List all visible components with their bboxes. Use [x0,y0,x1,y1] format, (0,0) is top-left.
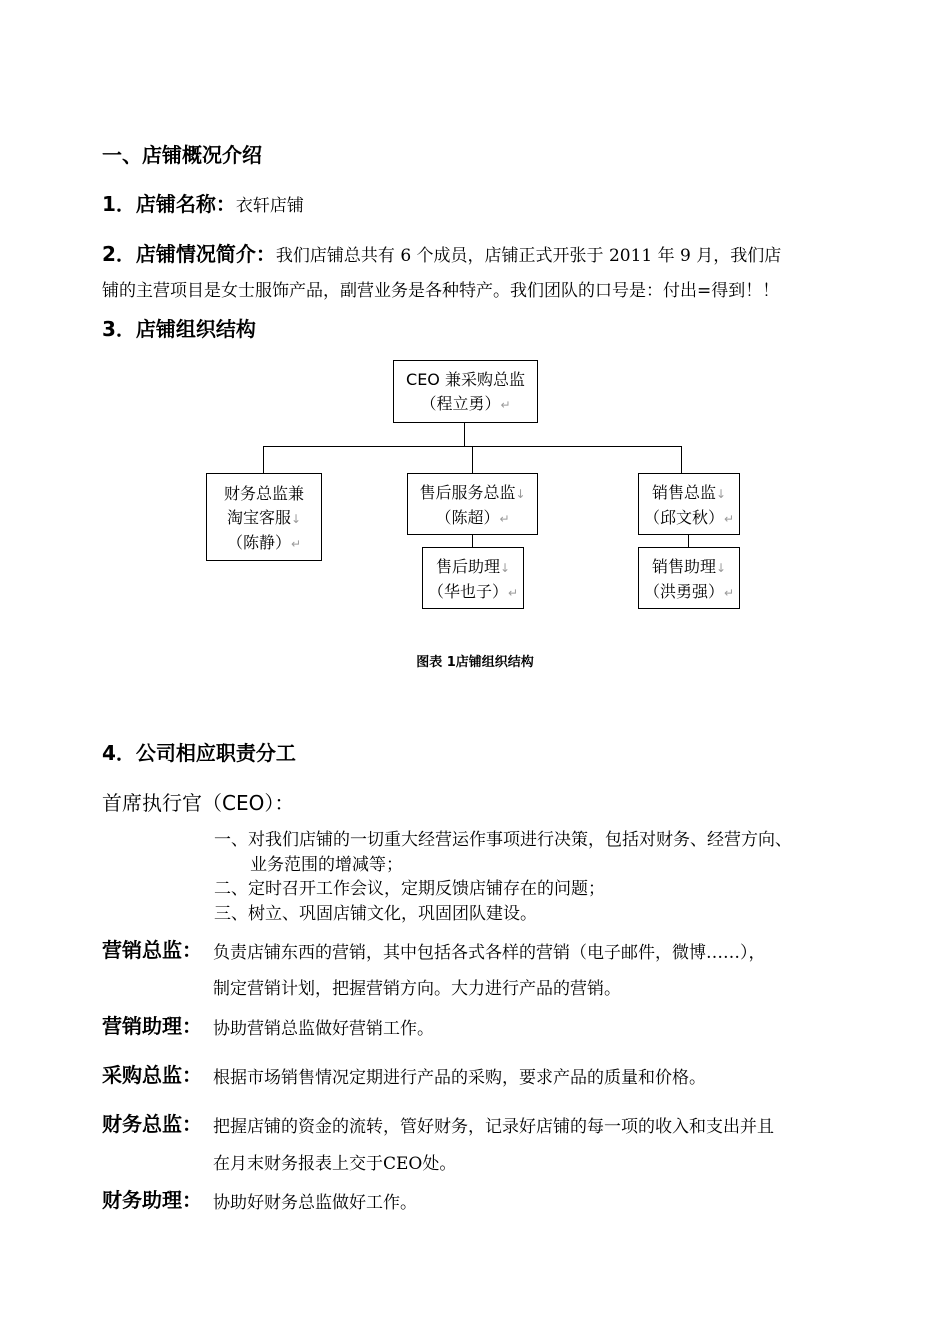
org-box-title: CEO 兼采购总监 [406,370,525,389]
shop-name-value: 衣轩店铺 [235,196,304,216]
role-desc-line1: 负责店铺东西的营销，其中包括各式各样的营销（电子邮件，微博……）， [213,943,766,963]
role-desc-line1: 把握店铺的资金的流转，管好财务，记录好店铺的每一项的收入和支出并且 [213,1117,774,1137]
org-box-person: （程立勇）↵ [420,394,511,413]
role-label: 财务助理： [102,1188,202,1212]
role-label: 财务总监： [102,1112,202,1136]
role-desc-line2: 制定营销计划，把握营销方向。大力进行产品的营销。 [213,979,621,999]
role-label: 采购总监： [102,1063,202,1087]
role-label: 营销助理： [102,1014,202,1038]
ceo-duty-3: 三、树立、巩固店铺文化，巩固团队建设。 [214,904,537,924]
figure-caption: 图表 1店铺组织结构 [416,655,534,670]
connector-line [472,535,473,547]
org-box-title: 财务总监兼 [223,484,304,503]
org-box-finance [206,473,322,561]
org-box-sales [638,473,740,535]
org-box-person: （华也子）↵ [427,582,519,601]
org-box-aftersales [407,473,538,535]
org-box-title: 售后服务总监↓ [419,483,526,502]
role-desc-line2: 在月末财务报表上交于CEO处。 [213,1154,457,1174]
shop-intro-row [102,238,781,267]
ceo-duty-1-line2: 业务范围的增减等； [250,855,403,875]
shop-name-label: 1．店铺名称： [102,192,236,216]
ceo-duties-title: 首席执行官（CEO）： [102,791,295,815]
org-box-sales-assistant [638,547,740,609]
section-title: 一、店铺概况介绍 [102,143,262,167]
connector-line [464,422,465,446]
connector-line [681,446,682,473]
connector-line [263,446,264,473]
connector-line [472,446,473,473]
shop-intro-line1: 我们店铺总共有 6 个成员，店铺正式开张于 2011 年 9 月，我们店 [275,246,782,266]
shop-name-row [102,188,304,217]
org-box-person: （洪勇强）↵ [643,582,735,601]
org-box-person: （邱文秋）↵ [643,508,735,527]
org-box-person: （陈静）↵ [226,533,302,552]
role-desc-line1: 根据市场销售情况定期进行产品的采购，要求产品的质量和价格。 [213,1068,706,1088]
org-structure-heading: 3．店铺组织结构 [102,317,256,341]
duties-heading: 4．公司相应职责分工 [102,741,296,765]
shop-intro-line2: 铺的主营项目是女士服饰产品，副营业务是各种特产。我们团队的口号是：付出=得到！！ [102,281,780,301]
org-box-aftersales-assistant [422,547,524,609]
connector-line [688,535,689,547]
ceo-duty-1-line1: 一、对我们店铺的一切重大经营运作事项进行决策，包括对财务、经营方向、 [214,830,792,850]
org-box-title: 销售总监↓ [651,483,727,502]
org-box-title: 售后助理↓ [435,557,511,576]
role-desc-line1: 协助好财务总监做好工作。 [213,1193,417,1213]
org-box-person: （陈超）↵ [435,508,510,527]
ceo-duty-2: 二、定时召开工作会议，定期反馈店铺存在的问题； [214,879,605,899]
org-box-ceo [393,360,538,423]
shop-intro-label: 2．店铺情况简介： [102,242,276,266]
org-box-title: 淘宝客服↓ [226,508,302,527]
org-box-title: 销售助理↓ [651,557,727,576]
role-desc-line1: 协助营销总监做好营销工作。 [213,1019,434,1039]
role-label: 营销总监： [102,938,202,962]
